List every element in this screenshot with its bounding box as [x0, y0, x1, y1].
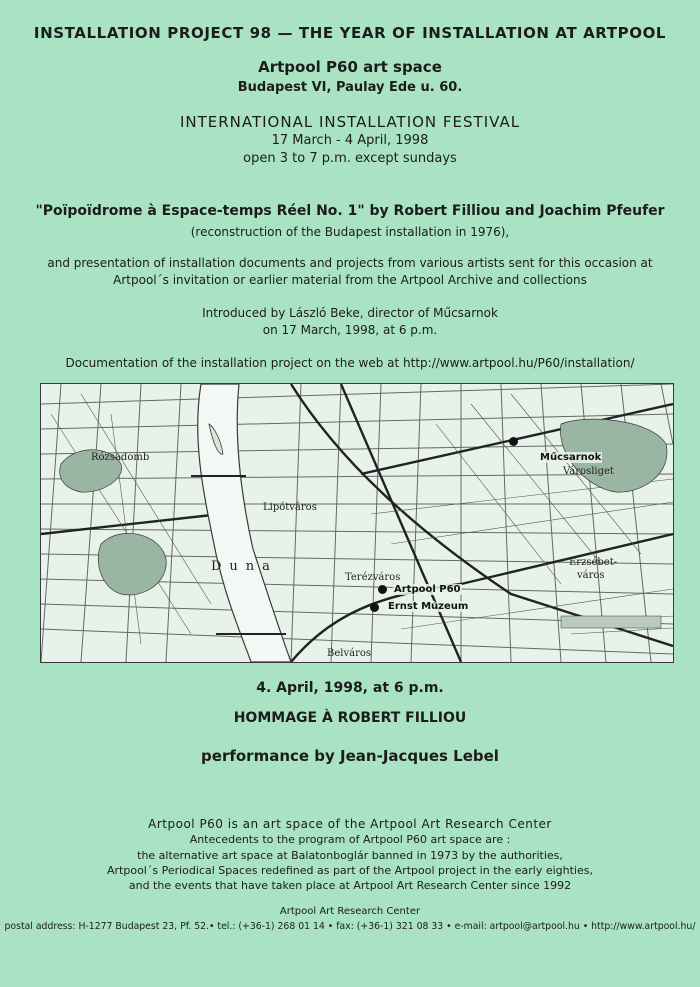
city-map — [40, 383, 674, 663]
work-title: "Poïpoïdrome à Espace-temps Réel No. 1" by Robert Filliou and Joachim Pfeufer — [35, 203, 665, 219]
venue-address: Budapest VI, Paulay Ede u. 60. — [237, 80, 463, 95]
mucsarnok-marker-icon — [509, 437, 518, 446]
artpool-p60-marker-icon — [378, 585, 387, 594]
event-date: 4. April, 1998, at 6 p.m. — [256, 680, 444, 696]
district-lipotvaros: Lipótváros — [263, 502, 317, 513]
about-line-4: Artpool´s Periodical Spaces redefined as part of the Artpool project in the early eighties, — [107, 864, 593, 877]
description-line-2: Artpool´s invitation or earlier material from the Artpool Archive and collections — [113, 273, 587, 287]
event-title: HOMMAGE À ROBERT FILLIOU — [233, 710, 467, 726]
about-line-3: the alternative art space at Balatonboglár banned in 1973 by the authorities, — [137, 849, 563, 862]
about-line-5: and the events that have taken place at Artpool Art Research Center since 1992 — [128, 879, 572, 892]
ernst-muzeum-marker-icon — [370, 603, 379, 612]
festival-hours: open 3 to 7 p.m. except sundays — [243, 151, 457, 166]
district-varosliget: Városliget — [563, 466, 614, 477]
mucsarnok-label: Műcsarnok — [540, 452, 602, 463]
about-line-2: Antecedents to the program of Artpool P60 art space are : — [189, 833, 511, 846]
web-documentation: Documentation of the installation project on the web at http://www.artpool.hu/P60/installation/ — [65, 356, 635, 370]
event-performance: performance by Jean-Jacques Lebel — [201, 747, 499, 765]
festival-name: INTERNATIONAL INSTALLATION FESTIVAL — [179, 113, 521, 131]
district-erzsebetvaros-1: Erzsébet- — [569, 557, 618, 568]
venue-name: Artpool P60 art space — [258, 58, 442, 76]
river-label: Duna — [211, 559, 278, 574]
description-line-1: and presentation of installation documents and projects from various artists sent for this occasion at — [47, 256, 653, 270]
map-streets — [41, 384, 673, 662]
work-subtitle: (reconstruction of the Budapest installation in 1976), — [190, 225, 510, 239]
district-belvaros: Belváros — [327, 648, 372, 659]
footer-contact: postal address: H-1277 Budapest 23, Pf. 52.• tel.: (+36-1) 268 01 14 • fax: (+36-1) 321 08 33 • e-mail: artpool@artpool.hu • http://www.artpool.hu/ — [4, 921, 696, 932]
footer-org: Artpool Art Research Center — [279, 906, 421, 917]
district-terezvaros: Terézváros — [345, 572, 401, 583]
intro-line-1: Introduced by László Beke, director of Műcsarnok — [202, 306, 498, 320]
about-line-1: Artpool P60 is an art space of the Artpool Art Research Center — [148, 817, 552, 831]
district-erzsebetvaros-2: város — [577, 570, 605, 581]
festival-dates: 17 March - 4 April, 1998 — [271, 133, 429, 148]
ernst-muzeum-label: Ernst Múzeum — [388, 601, 469, 612]
artpool-p60-label: Artpool P60 — [394, 584, 461, 595]
district-rozsadomb: Rózsadomb — [91, 452, 150, 463]
intro-line-2: on 17 March, 1998, at 6 p.m. — [262, 323, 438, 337]
header-title: INSTALLATION PROJECT 98 — THE YEAR OF INSTALLATION AT ARTPOOL — [33, 24, 667, 42]
